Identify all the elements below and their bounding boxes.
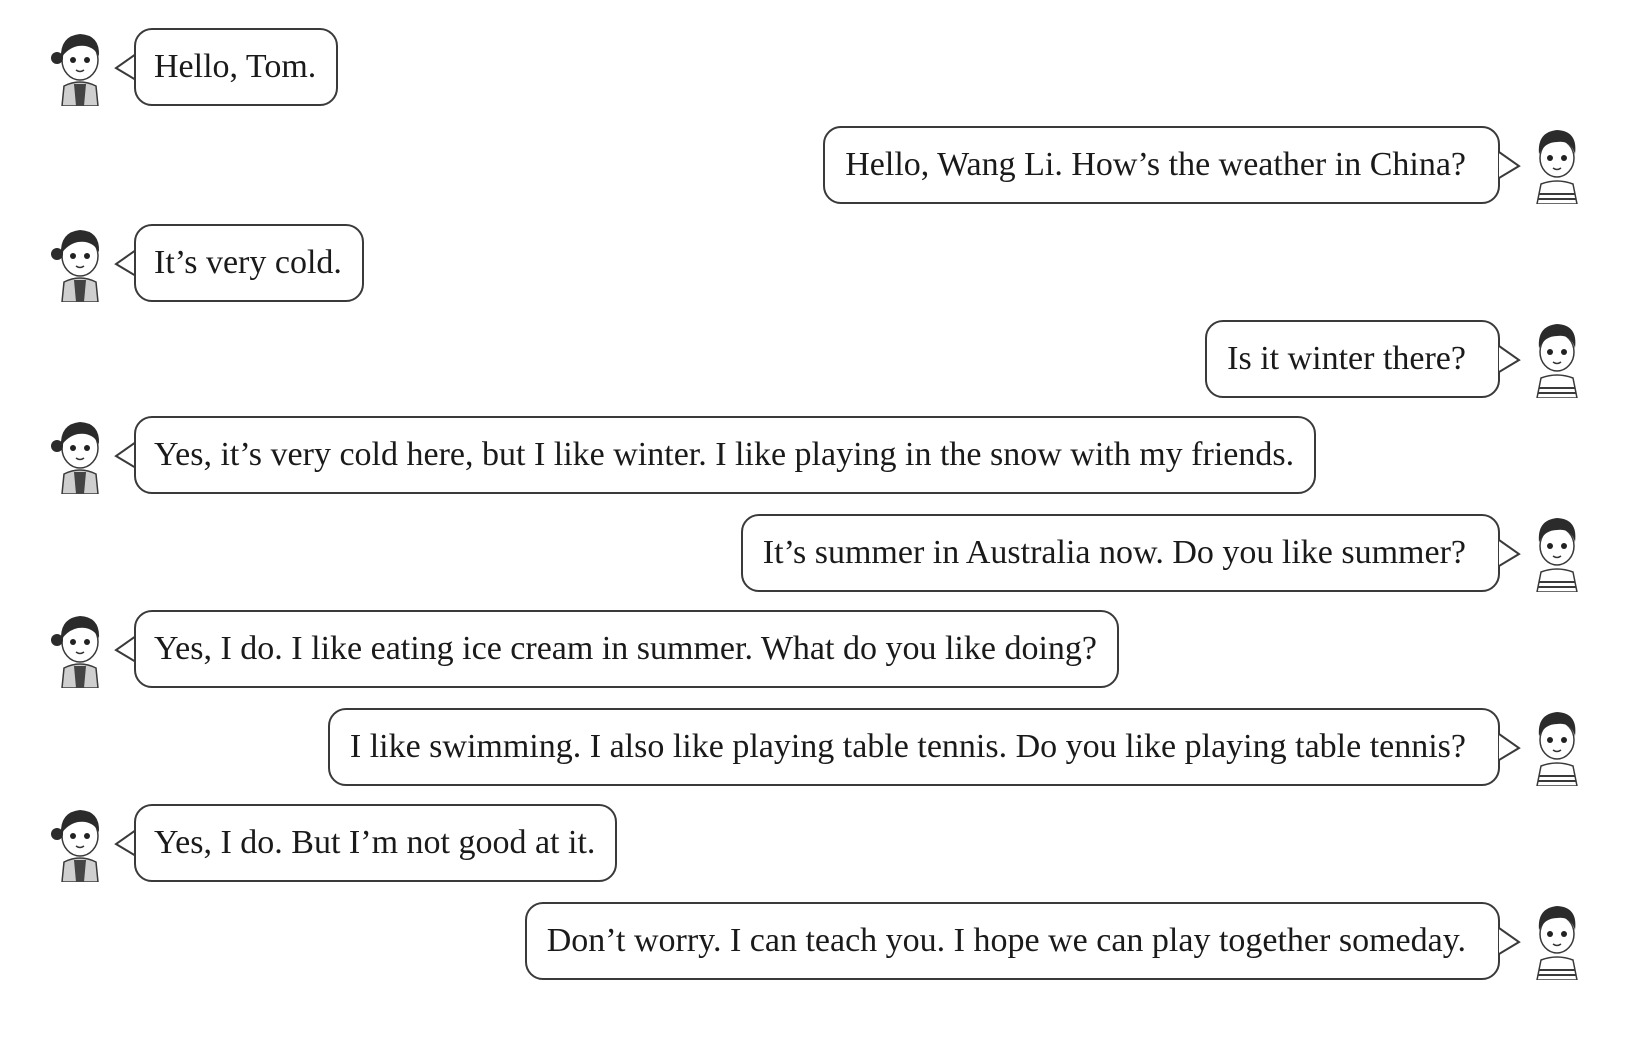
message-bubble: I like swimming. I also like playing table tennis. Do you like playing table tennis?	[328, 708, 1500, 786]
boy-avatar-icon	[1525, 120, 1589, 204]
message-row-girl	[0, 604, 1627, 688]
boy-avatar-icon	[1525, 508, 1589, 592]
message-bubble: Don’t worry. I can teach you. I hope we can play together someday.	[525, 902, 1500, 980]
message-row-girl	[0, 22, 1627, 106]
message-row-boy	[0, 508, 1627, 592]
message-bubble: Yes, I do. But I’m not good at it.	[134, 804, 617, 882]
message-bubble: Yes, it’s very cold here, but I like winter. I like playing in the snow with my friends.	[134, 416, 1316, 494]
girl-avatar-icon	[48, 604, 112, 688]
message-row-boy	[0, 120, 1627, 204]
message-bubble: Is it winter there?	[1205, 320, 1500, 398]
message-row-girl	[0, 798, 1627, 882]
girl-avatar-icon	[48, 218, 112, 302]
message-bubble: Hello, Wang Li. How’s the weather in China?	[823, 126, 1500, 204]
message-row-boy	[0, 314, 1627, 398]
message-bubble: Yes, I do. I like eating ice cream in summer. What do you like doing?	[134, 610, 1119, 688]
message-row-boy	[0, 702, 1627, 786]
message-bubble: It’s very cold.	[134, 224, 364, 302]
message-row-girl	[0, 410, 1627, 494]
boy-avatar-icon	[1525, 702, 1589, 786]
girl-avatar-icon	[48, 798, 112, 882]
message-bubble: Hello, Tom.	[134, 28, 338, 106]
message-row-boy	[0, 896, 1627, 980]
message-row-girl	[0, 218, 1627, 302]
girl-avatar-icon	[48, 22, 112, 106]
girl-avatar-icon	[48, 410, 112, 494]
boy-avatar-icon	[1525, 314, 1589, 398]
boy-avatar-icon	[1525, 896, 1589, 980]
message-bubble: It’s summer in Australia now. Do you like summer?	[741, 514, 1500, 592]
